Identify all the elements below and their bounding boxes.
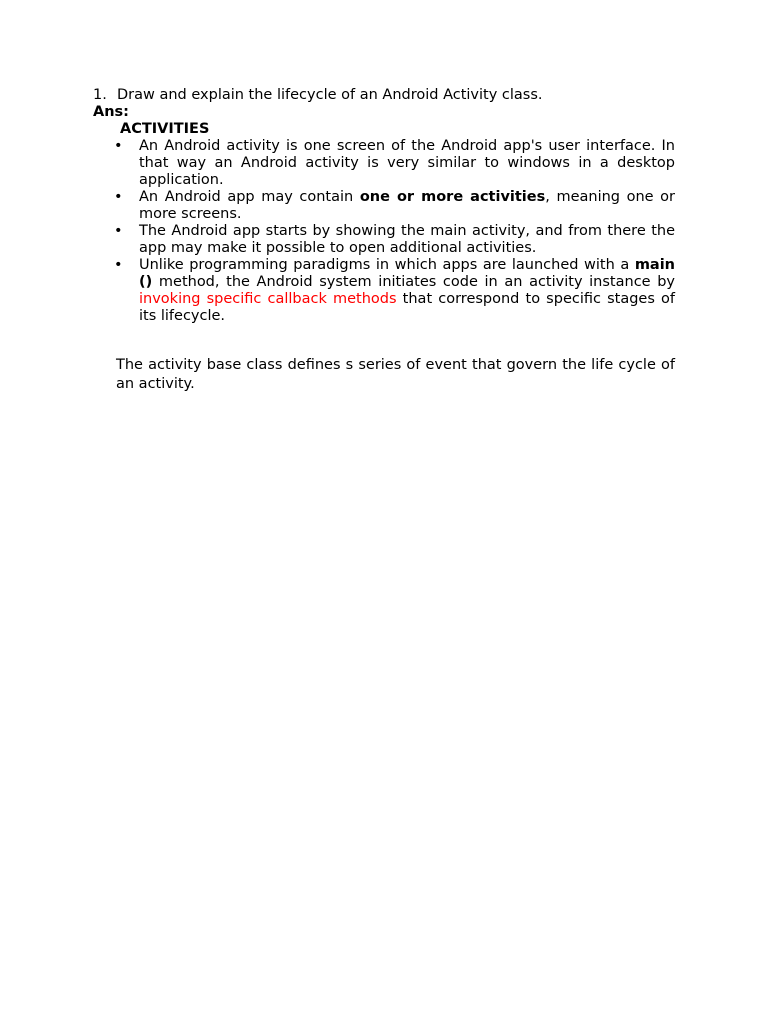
bullet-bold-text: one or more activities [359, 189, 546, 205]
bullet-text-middle: method, the Android system initiates code in an activity instance by [152, 274, 675, 290]
question-text: Draw and explain the lifecycle of an Android Activity class. [117, 87, 543, 103]
bullet-item [93, 223, 675, 257]
bullet-icon: • [114, 138, 123, 154]
bullet-icon: • [114, 189, 123, 205]
bullet-item [93, 257, 675, 325]
bullet-item [93, 138, 675, 189]
bullet-red-text: invoking specific callback methods [139, 291, 397, 307]
bullet-item [93, 189, 675, 223]
bullet-text-after: that correspond to specific stages of its lifecycle. [139, 291, 675, 324]
bullet-list [93, 138, 675, 325]
bullet-text: An Android activity is one screen of the Android app's user interface. In that way an Android activity is very similar to windows in a desktop application. [139, 138, 675, 188]
question [93, 87, 675, 104]
body-paragraph: The activity base class defines s series of event that govern the life cycle of an activity. [116, 357, 675, 392]
bullet-text-before: An Android app may contain [139, 189, 360, 205]
bullet-text-before: Unlike programming paradigms in which apps are launched with a [139, 257, 635, 273]
answer-label: Ans: [93, 104, 129, 120]
bullet-icon: • [114, 223, 123, 239]
bullet-text: The Android app starts by showing the main activity, and from there the app may make it possible to open additional activities. [139, 223, 675, 256]
section-heading: ACTIVITIES [120, 121, 210, 137]
bullet-text-after: , meaning one or more screens. [139, 189, 675, 222]
bullet-bold-text: main () [139, 257, 675, 290]
document-content [93, 87, 675, 394]
bullet-icon: • [114, 257, 123, 273]
question-number: 1. [93, 87, 107, 103]
